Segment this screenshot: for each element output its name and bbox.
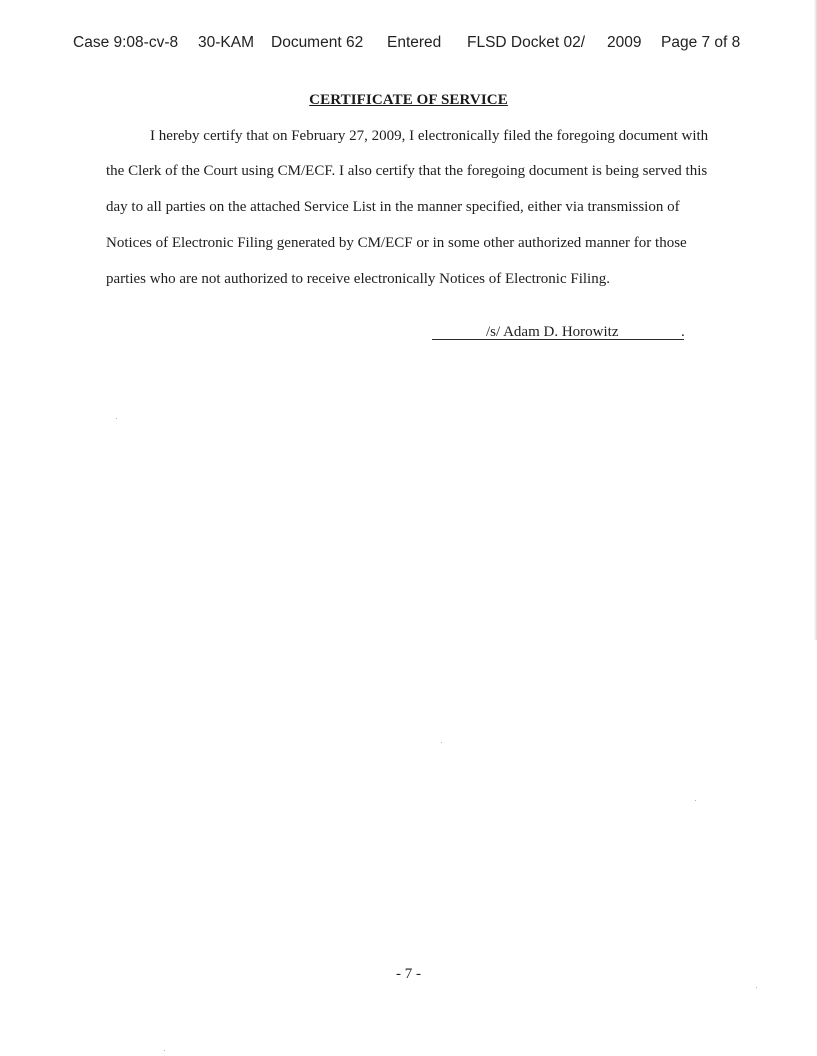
scan-speck bbox=[116, 418, 117, 419]
header-entered: Entered bbox=[387, 34, 442, 51]
scan-speck bbox=[695, 800, 696, 801]
header-docket: FLSD Docket 02/ bbox=[467, 34, 586, 51]
certificate-heading: CERTIFICATE OF SERVICE bbox=[309, 92, 508, 108]
certificate-line: day to all parties on the attached Service List in the manner specified, either via transmission of bbox=[106, 199, 680, 215]
certificate-line: I hereby certify that on February 27, 2009, I electronically filed the foregoing document with bbox=[150, 128, 709, 144]
page-number: - 7 - bbox=[396, 966, 421, 982]
header-page-count: Page 7 of 8 bbox=[661, 34, 741, 51]
header-case-number-continued: 30-KAM bbox=[198, 34, 254, 51]
case-header bbox=[0, 34, 817, 56]
header-document: Document 62 bbox=[271, 34, 364, 51]
electronic-signature: /s/ Adam D. Horowitz bbox=[486, 324, 619, 340]
signature-mark: . bbox=[681, 324, 685, 340]
scan-speck bbox=[756, 987, 757, 988]
scan-speck bbox=[441, 742, 442, 743]
certificate-line: parties who are not authorized to receive electronically Notices of Electronic Filing. bbox=[106, 271, 610, 287]
certificate-line: the Clerk of the Court using CM/ECF. I also certify that the foregoing document is being served this bbox=[106, 163, 708, 179]
header-year: 2009 bbox=[607, 34, 642, 51]
header-case-number: Case 9:08-cv-8 bbox=[73, 34, 179, 51]
certificate-line: Notices of Electronic Filing generated by CM/ECF or in some other authorized manner for those bbox=[106, 235, 687, 251]
scan-speck bbox=[164, 1050, 165, 1051]
